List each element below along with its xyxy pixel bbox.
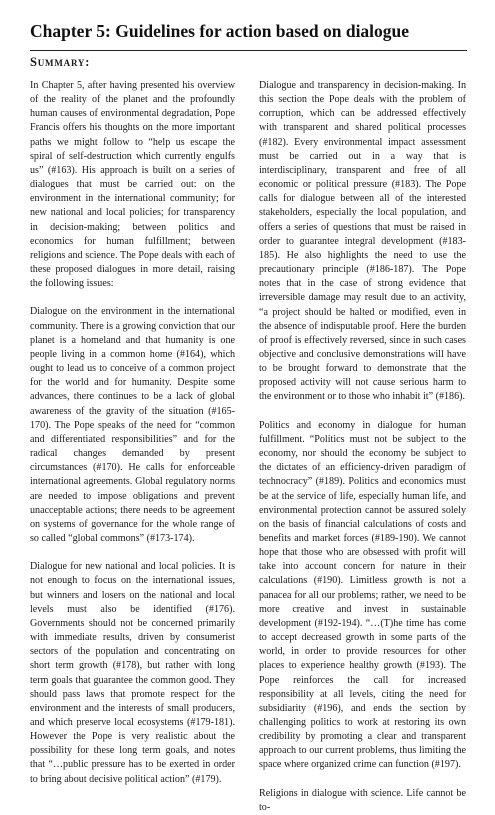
politics-economy-paragraph: Politics and economy in dialogue for human fulfillment. “Politics must not be subject to the economy, nor should the economy be subject to the dictates of an efficiency-driven paradigm of technocracy” (#189). Politics and economics must be at the service of life, especially human life, and environmental protection cannot be assured solely on the basis of financial calculations of costs and benefits and market forces (#189-190). We cannot hope that those who are obsessed with profit will take into account concern for nature in their calculations (#190). Limitless growth is not a panacea for all our problems; rather, we need to be more creative and invest in sustainable development (#192-194). “…(T)he time has come to accept decreased growth in some parts of the world, in order to provide resources for other places to experience healthy growth (#193). The Pope reinforces the call for increased responsibility at all levels, citing the need for subsidiarity (#196), and ends the section by challenging politics to work at restoring its own credibility by promoting a clear and transparent approach to our current problems, thus limiting the space where organized crime can function (#197). [259,419,466,771]
international-dialogue-paragraph: Dialogue on the environment in the international community. There is a growing conviction that our planet is a homeland and that humanity is one people living in a common home (#164), which ought to lead us to conceive of a common project for the world and for humanity. Despite some advances, there continues to be a lack of global awareness of the gravity of the situation (#165-170). The Pope speaks of the need for “common and differentiated responsibilities” and for the radical changes demanded by present circumstances (#170). He calls for enforceable international agreements. Global regulatory norms are needed to impose obligations and prevent unacceptable actions; there needs to be agreement on systems of governance for the whole range of so called “global commons” (#173-174). [30,306,235,544]
religions-science-paragraph: Religions in dialogue with science. Life cannot be to- [259,787,466,813]
summary-heading: Summary: [30,55,91,69]
intro-paragraph: In Chapter 5, after having presented his overview of the reality of the planet and the profoundly human causes of environmental degradation, Pope Francis offers his thoughts on the more important paths we might follow to “help us escape the spiral of self-destruction which currently engulfs us” (#163). His approach is built on a series of dialogues that must be carried out: on the environment in the international community; for new national and local policies; for transparency in decision-making; between politics and economics for human fulfillment; between religions and science. The Pope deals with each of these proposed dialogues in more detail, raising the following issues: [30,80,235,290]
title-divider [30,50,467,51]
chapter-title: Chapter 5: Guidelines for action based on dialogue [30,21,410,41]
national-local-policies-paragraph: Dialogue for new national and local policies. It is not enough to focus on the international issues, but winners and losers on the national and local levels must also be identified (#176). Governments should not be concerned primarily with immediate results, driven by consumerist sectors of the population and concentrating on short term growth (#178), but rather with long term goals that guarantee the common good. They should pass laws that promote respect for the environment and the interests of small producers, and which preserve local ecosystems (#179-181). However the Pope is very realistic about the possibility for these long term goals, and notes that “…public pressure has to be exerted in order to bring about decisive political action” (#179). [30,561,235,785]
transparency-paragraph: Dialogue and transparency in decision-making. In this section the Pope deals with the problem of corruption, which can be addressed effectively with transparent and shared political processes (#182). Every environmental impact assessment must be carried out in a way that is interdisciplinary, transparent and free of all economic or political pressure (#183). The Pope calls for dialogue between all of the interested stakeholders, especially the local population, and offers a series of questions that must be raised in order to guarantee integral development (#183-185). He also highlights the need to use the precautionary principle (#186-187). The Pope notes that in the case of strong evidence that irreversible damage may result due to an activity, “a project should be halted or modified, even in the absence of indisputable proof. Here the burden of proof is effectively reversed, since in such cases objective and conclusive demonstrations will have to be brought forward to demonstrate that the proposed activity will not cause serious harm to the environment or to those who inhabit it” (#186). [259,80,466,403]
right-column [259,79,466,815]
left-column [30,79,235,787]
